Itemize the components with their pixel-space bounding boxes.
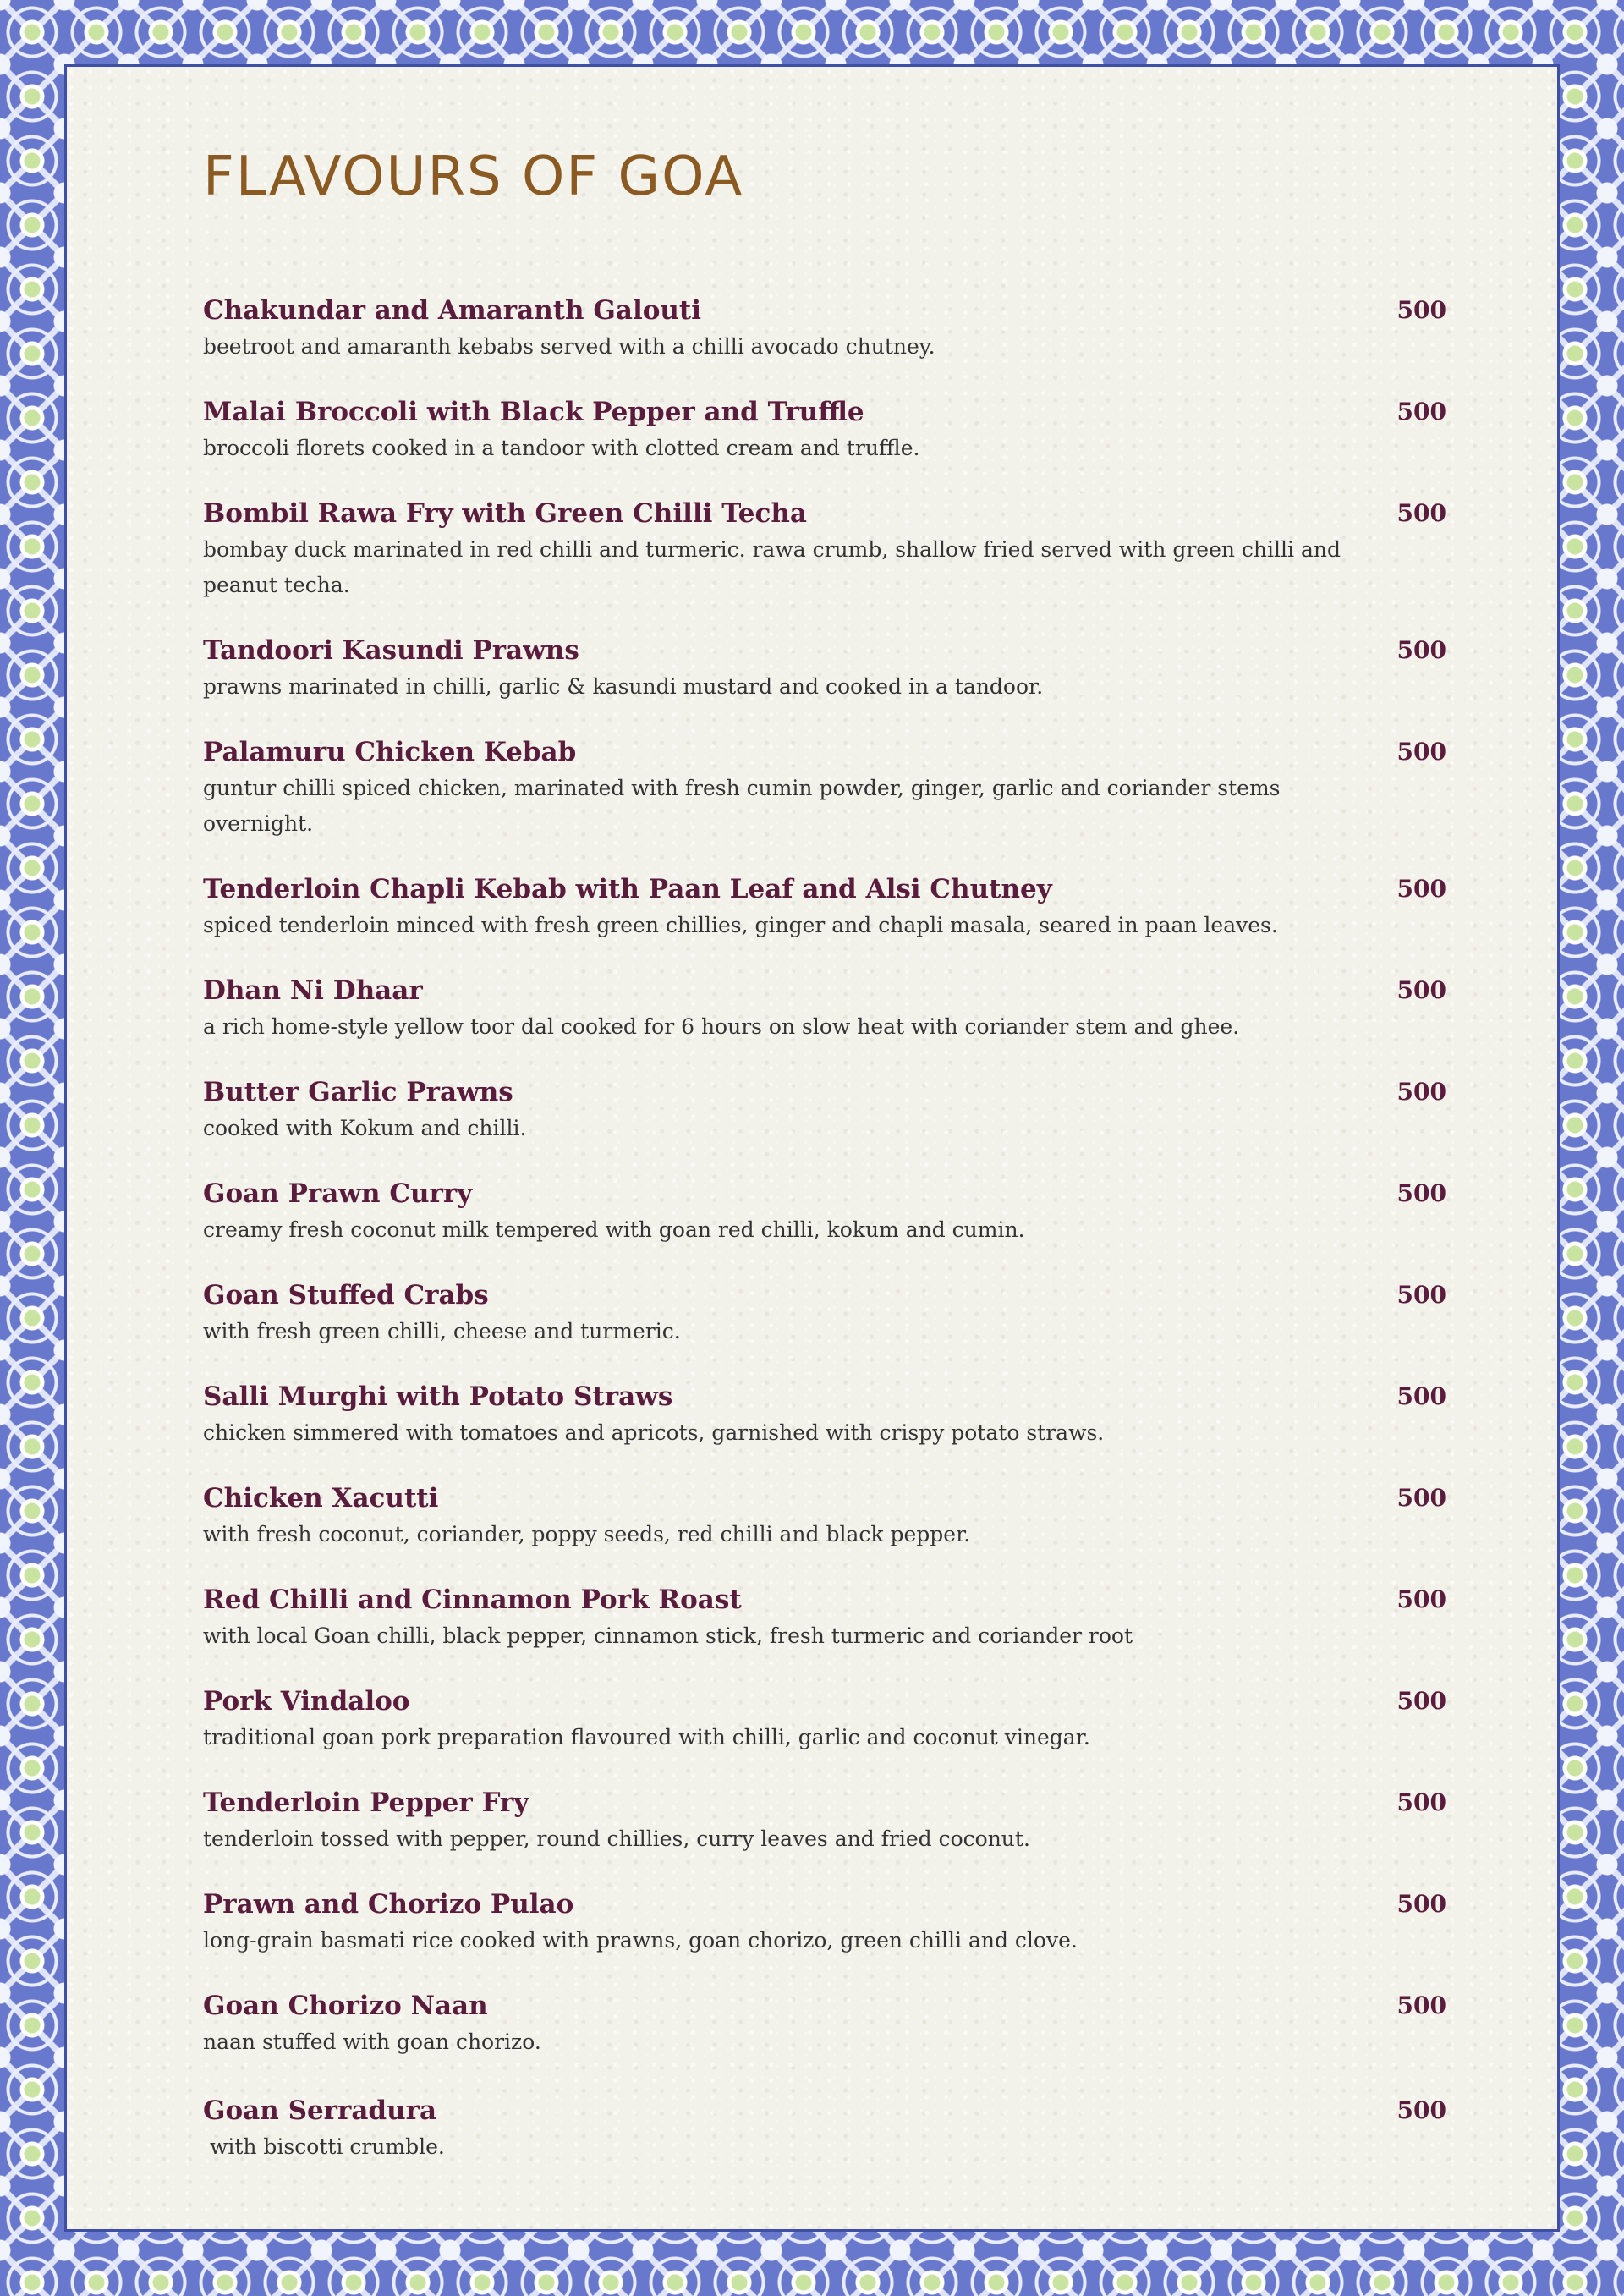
menu-item (203, 495, 1446, 603)
item-price: 500 (1396, 636, 1446, 664)
item-price: 500 (1396, 1788, 1446, 1816)
item-description: with fresh green chilli, cheese and turmeric. (203, 1319, 681, 1343)
item-name: Chakundar and Amaranth Galouti (203, 295, 702, 326)
item-price: 500 (1396, 1890, 1446, 1918)
menu-item (203, 2092, 1446, 2165)
item-name: Red Chilli and Cinnamon Pork Roast (203, 1585, 742, 1615)
menu-item (203, 1074, 1446, 1146)
item-description: spiced tenderloin minced with fresh green chillies, ginger and chapli masala, seared in paan leaves. (203, 913, 1278, 937)
menu-item (203, 1987, 1446, 2060)
menu-item (203, 292, 1446, 365)
menu-title: FLAVOURS OF GOA (203, 146, 744, 208)
item-name: Goan Chorizo Naan (203, 1991, 488, 2021)
item-name: Malai Broccoli with Black Pepper and Truffle (203, 397, 864, 427)
item-price: 500 (1396, 499, 1446, 527)
item-description: chicken simmered with tomatoes and apricots, garnished with crispy potato straws. (203, 1420, 1105, 1445)
item-description: with fresh coconut, coriander, poppy seeds, red chilli and black pepper. (203, 1522, 971, 1546)
item-name: Palamuru Chicken Kebab (203, 737, 577, 767)
item-description: with local Goan chilli, black pepper, cinnamon stick, fresh turmeric and coriander root (203, 1623, 1133, 1648)
item-price: 500 (1396, 1078, 1446, 1106)
menu-item (203, 632, 1446, 705)
item-name: Goan Stuffed Crabs (203, 1280, 489, 1310)
menu-item (203, 1378, 1446, 1451)
menu-item (203, 1480, 1446, 1552)
item-description: cooked with Kokum and chilli. (203, 1116, 527, 1140)
item-name: Goan Serradura (203, 2096, 437, 2126)
menu-item (203, 871, 1446, 943)
item-price: 500 (1396, 738, 1446, 766)
menu-item (203, 1175, 1446, 1248)
item-name: Butter Garlic Prawns (203, 1077, 513, 1107)
item-name: Dhan Ni Dhaar (203, 975, 423, 1006)
item-description: a rich home-style yellow toor dal cooked for 6 hours on slow heat with coriander stem and ghee. (203, 1014, 1240, 1039)
item-description: guntur chilli spiced chicken, marinated with fresh cumin powder, ginger, garlic and coriander stems overnight. (203, 776, 1281, 836)
item-price: 500 (1396, 2096, 1446, 2124)
item-price: 500 (1396, 1585, 1446, 1613)
item-price: 500 (1396, 1991, 1446, 2019)
item-price: 500 (1396, 1179, 1446, 1207)
item-name: Salli Murghi with Potato Straws (203, 1381, 673, 1412)
item-description: prawns marinated in chilli, garlic & kasundi mustard and cooked in a tandoor. (203, 674, 1044, 699)
menu-item (203, 1683, 1446, 1755)
item-name: Prawn and Chorizo Pulao (203, 1889, 574, 1920)
item-description: long-grain basmati rice cooked with prawns, goan chorizo, green chilli and clove. (203, 1928, 1078, 1953)
item-name: Bombil Rawa Fry with Green Chilli Techa (203, 498, 807, 529)
item-price: 500 (1396, 296, 1446, 324)
menu-item (203, 1784, 1446, 1857)
item-name: Goan Prawn Curry (203, 1178, 473, 1209)
item-description: beetroot and amaranth kebabs served with a chilli avocado chutney. (203, 334, 935, 359)
item-description: traditional goan pork preparation flavoured with chilli, garlic and coconut vinegar. (203, 1725, 1090, 1749)
item-price: 500 (1396, 976, 1446, 1004)
item-description: broccoli florets cooked in a tandoor with clotted cream and truffle. (203, 436, 920, 460)
menu-item (203, 1277, 1446, 1349)
item-description: creamy fresh coconut milk tempered with goan red chilli, kokum and cumin. (203, 1217, 1025, 1242)
menu-item (203, 972, 1446, 1045)
item-name: Tandoori Kasundi Prawns (203, 635, 579, 666)
item-price: 500 (1396, 1484, 1446, 1512)
item-price: 500 (1396, 875, 1446, 903)
item-description: naan stuffed with goan chorizo. (203, 2030, 541, 2054)
item-price: 500 (1396, 398, 1446, 426)
item-price: 500 (1396, 1382, 1446, 1410)
item-description: tenderloin tossed with pepper, round chillies, curry leaves and fried coconut. (203, 1826, 1030, 1851)
item-name: Tenderloin Chapli Kebab with Paan Leaf and Alsi Chutney (203, 874, 1052, 904)
item-name: Pork Vindaloo (203, 1686, 410, 1717)
item-description: bombay duck marinated in red chilli and turmeric. rawa crumb, shallow fried served with green chilli and peanut techa. (203, 537, 1341, 597)
menu-item (203, 733, 1446, 842)
menu-item (203, 1581, 1446, 1654)
item-description: with biscotti crumble. (203, 2134, 445, 2159)
menu-item (203, 393, 1446, 466)
item-name: Tenderloin Pepper Fry (203, 1788, 529, 1818)
menu-item (203, 1886, 1446, 1958)
menu-list (203, 292, 1446, 2165)
item-name: Chicken Xacutti (203, 1483, 439, 1513)
item-price: 500 (1396, 1687, 1446, 1715)
item-price: 500 (1396, 1281, 1446, 1309)
